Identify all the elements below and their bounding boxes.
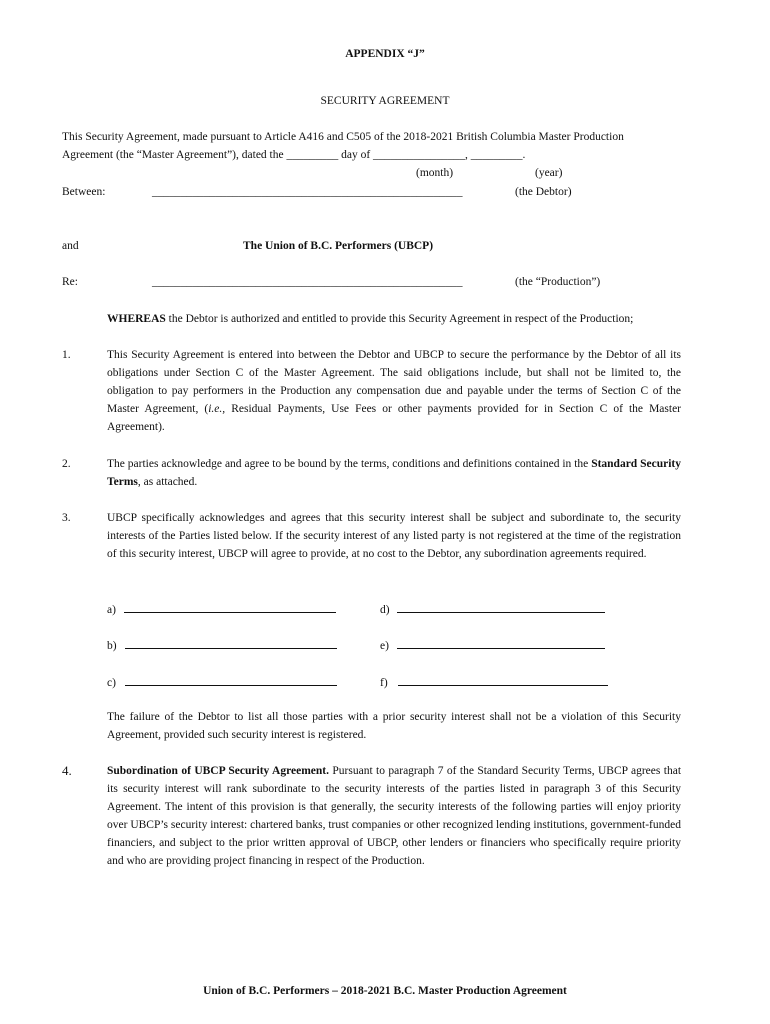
- year-label: (year): [535, 167, 563, 179]
- party-a-line[interactable]: [124, 600, 336, 613]
- party-d-line[interactable]: [397, 600, 605, 613]
- clause-4: [107, 762, 681, 870]
- party-e-line[interactable]: [397, 636, 605, 649]
- production-label: (the “Production”): [515, 276, 601, 288]
- clause-2: [107, 455, 681, 491]
- party-b-line[interactable]: [125, 636, 337, 649]
- clause-2-text-2: , as attached.: [137, 476, 198, 488]
- party-c-line[interactable]: [125, 673, 337, 686]
- clause-3: UBCP specifically acknowledges and agrees that this security interest shall be subject and subordinate to, the security interests of the Parties listed below. If the security interest of any listed party is not registered at the time of the registration of this security interest, UBCP will agree to provide, at no cost to the Debtor, any subordination agreements required.: [107, 512, 681, 560]
- party-c-label: c): [107, 677, 116, 689]
- clause-1-text-2: Residual Payments, Use Fees or other payments provided for in Section C of the Master Agreement).: [107, 403, 682, 433]
- party-b: [107, 636, 337, 655]
- clause-1: [107, 346, 681, 436]
- party-f-line[interactable]: [398, 673, 608, 686]
- clause-4-number: 4.: [62, 763, 72, 778]
- production-blank: ______________________________________________________: [152, 276, 463, 288]
- party-d: [380, 600, 605, 619]
- appendix-heading: APPENDIX “J”: [345, 48, 425, 60]
- failure-note: The failure of the Debtor to list all those parties with a prior security interest shall not be a violation of this Security Agreement, provided such security interest is registered.: [107, 711, 681, 741]
- clause-4-text: Pursuant to paragraph 7 of the Standard Security Terms, UBCP agrees that its security interest will rank subordinate to the security interests of the parties listed in paragraph 3 of this Security Agreement. The intent of this provision is that generally, the security interests of the following parties will enjoy priority over UBCP’s security interest: chartered banks, trust companies or other recognized lending institutions, government-funded financiers, and subject to the prior written approval of UBCP, other lenders or financiers who specifically require priority and who are providing project financing in respect of the Production.: [107, 765, 682, 867]
- party-e-label: e): [380, 640, 389, 652]
- between-label: Between:: [62, 186, 106, 198]
- party-c: [107, 673, 337, 692]
- party-a: [107, 600, 336, 619]
- clause-1-text: This Security Agreement is entered into between the Debtor and UBCP to secure the performance by the Debtor of all its obligations under Section C of the Master Agreement. The said obligations include, but shall not be limited to, the obligation to pay performers in the Production any compensation due and payable under the terms of Section C of the Master Agreement, (: [107, 349, 681, 415]
- party-f: [380, 673, 608, 692]
- intro-line-1: This Security Agreement, made pursuant to Article A416 and C505 of the 2018-2021 British Columbia Master Production: [62, 131, 624, 143]
- document-title: SECURITY AGREEMENT: [320, 95, 450, 107]
- debtor-blank: ______________________________________________________: [152, 186, 463, 198]
- page-footer: Union of B.C. Performers – 2018-2021 B.C. Master Production Agreement: [203, 985, 567, 997]
- party-a-label: a): [107, 604, 116, 616]
- party-e: [380, 636, 605, 655]
- whereas-text: the Debtor is authorized and entitled to provide this Security Agreement in respect of the Production;: [165, 313, 634, 325]
- clause-4-bold: Subordination of UBCP Security Agreement.: [107, 765, 329, 777]
- and-label: and: [62, 240, 79, 252]
- party-f-label: f): [380, 677, 388, 689]
- clause-2-number: 2.: [62, 458, 71, 470]
- re-label: Re:: [62, 276, 78, 288]
- clause-1-ie: i.e.,: [208, 403, 226, 415]
- intro-line-2: Agreement (the “Master Agreement”), dated the _________ day of ________________, _________.: [62, 149, 526, 161]
- whereas-bold: WHEREAS: [107, 313, 166, 325]
- union-name: The Union of B.C. Performers (UBCP): [243, 240, 434, 252]
- clause-2-text: The parties acknowledge and agree to be bound by the terms, conditions and definitions contained in the: [107, 458, 592, 470]
- whereas-clause: [107, 310, 633, 328]
- month-label: (month): [416, 167, 454, 179]
- clause-1-number: 1.: [62, 349, 71, 361]
- party-b-label: b): [107, 640, 117, 652]
- clause-2-bold: Standard Security Terms: [107, 458, 681, 488]
- clause-3-number: 3.: [62, 512, 71, 524]
- debtor-label: (the Debtor): [515, 186, 572, 198]
- party-d-label: d): [380, 604, 390, 616]
